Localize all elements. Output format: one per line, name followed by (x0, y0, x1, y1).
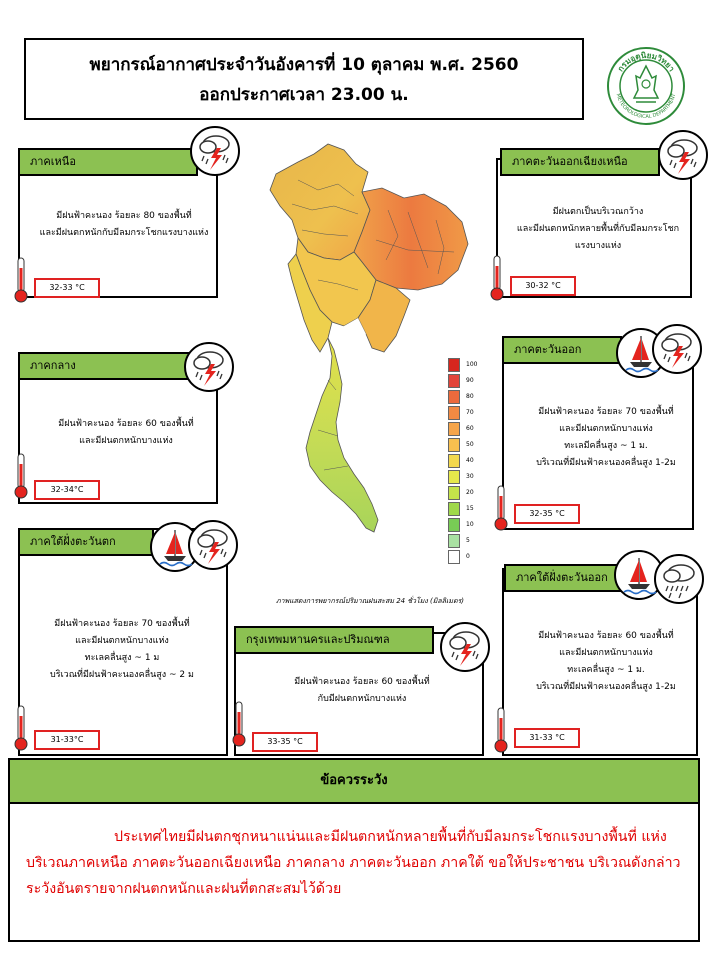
thunderstorm-icon (188, 520, 238, 570)
rainfall-map (258, 140, 478, 540)
region-north-header: ภาคเหนือ (18, 148, 198, 176)
region-north-temp: 32-33 °C (34, 278, 100, 298)
svg-text:กรมอุตุนิยมวิทยา: กรมอุตุนิยมวิทยา (615, 50, 677, 74)
legend-label: 50 (466, 441, 474, 448)
region-central (8, 352, 224, 504)
legend-label: 80 (466, 393, 474, 400)
region-northeast-temp: 30-32 °C (510, 276, 576, 296)
legend-swatch (448, 438, 460, 452)
region-bangkok-header: กรุงเทพมหานครและปริมณฑล (234, 626, 434, 654)
thunderstorm-icon (440, 622, 490, 672)
legend-label: 20 (466, 489, 474, 496)
thunderstorm-icon (190, 126, 240, 176)
warning-title: ข้อควรระวัง (10, 760, 698, 804)
legend-label: 0 (466, 553, 470, 560)
region-south-west-temp: 31-33°C (34, 730, 100, 750)
legend-label: 5 (466, 537, 470, 544)
region-south-east (488, 560, 704, 756)
region-east (488, 336, 704, 530)
legend-swatch (448, 550, 460, 564)
thermometer-icon (12, 256, 30, 304)
legend-label: 15 (466, 505, 474, 512)
page-title: พยากรณ์อากาศประจำวันอังคารที่ 10 ตุลาคม พ.ศ. 2560 (89, 55, 519, 75)
thermometer-icon (492, 706, 510, 754)
legend-swatch (448, 454, 460, 468)
thermometer-icon (12, 704, 30, 752)
legend-label: 30 (466, 473, 474, 480)
legend-label: 70 (466, 409, 474, 416)
legend-label: 90 (466, 377, 474, 384)
legend-swatch (448, 486, 460, 500)
warning-text: ประเทศไทยมีฝนตกชุกหนาแน่นและมีฝนตกหนักหลายพื้นที่กับมีลมกระโชกแรงบางพื้นที่ แห่งบริเวณภาคเหนือ ภาคตะวันออกเฉียงเหนือ ภาคกลาง ภาคตะวันออก ภาคใต้ ขอให้ประชาชน บริเวณดังกล่าวระวังอันตรายจากฝนตกหนักและฝนที่ตกสะสมไว้ด้วย (26, 829, 681, 897)
legend-swatch (448, 518, 460, 532)
region-south-east-temp: 31-33 °C (514, 728, 580, 748)
region-east-text: มีฝนฟ้าคะนอง ร้อยละ 70 ของพื้นที่ และมีฝนตกหนักบางแห่ง ทะเลมีคลื่นสูง ~ 1 ม. บริเวณที่มีฝนฟ้าคะนองคลื่นสูง 1-2ม (536, 407, 676, 468)
legend-swatch (448, 534, 460, 548)
region-bangkok (228, 626, 486, 756)
thermometer-icon (492, 484, 510, 532)
region-central-header: ภาคกลาง (18, 352, 190, 380)
legend-label: 100 (466, 361, 478, 368)
region-northeast-text: มีฝนตกเป็นบริเวณกว้าง และมีฝนตกหนักหลายพื้นที่กับมีลมกระโชก แรงบางแห่ง (516, 207, 680, 251)
region-north-text: มีฝนฟ้าคะนอง ร้อยละ 80 ของพื้นที่ และมีฝนตกหนักกับมีลมกระโชกแรงบางแห่ง (39, 211, 209, 238)
legend-swatch (448, 358, 460, 372)
region-central-temp: 32-34°C (34, 480, 100, 500)
region-south-west-text: มีฝนฟ้าคะนอง ร้อยละ 70 ของพื้นที่ และมีฝนตกหนักบางแห่ง ทะเลคลื่นสูง ~ 1 ม บริเวณที่มีฝนฟ้าคะนองคลื่นสูง ~ 2 ม (50, 619, 194, 680)
region-bangkok-text: มีฝนฟ้าคะนอง ร้อยละ 60 ของพื้นที่ กับมีฝนตกหนักบางแห่ง (294, 677, 430, 704)
issue-time: ออกประกาศเวลา 23.00 น. (199, 85, 409, 105)
legend-swatch (448, 406, 460, 420)
region-south-west (8, 528, 228, 756)
legend-label: 10 (466, 521, 474, 528)
warning-box (8, 758, 700, 942)
legend-swatch (448, 502, 460, 516)
region-south-west-header: ภาคใต้ฝั่งตะวันตก (18, 528, 154, 556)
map-caption: ภาพแสดงการพยากรณ์ปริมาณฝนสะสม 24 ชั่วโมง (มิลลิเมตร) (275, 597, 465, 605)
legend-label: 40 (466, 457, 474, 464)
legend-swatch (448, 470, 460, 484)
region-bangkok-temp: 33-35 °C (252, 732, 318, 752)
thunderstorm-icon (658, 130, 708, 180)
rainfall-legend (448, 358, 488, 570)
region-east-temp: 32-35 °C (514, 504, 580, 524)
legend-label: 60 (466, 425, 474, 432)
thermometer-icon (230, 700, 248, 748)
legend-swatch (448, 390, 460, 404)
tmd-logo (606, 46, 686, 126)
region-south-east-text: มีฝนฟ้าคะนอง ร้อยละ 60 ของพื้นที่ และมีฝนตกหนักบางแห่ง ทะเลคลื่นสูง ~ 1 ม. บริเวณที่มีฝนฟ้าคะนองคลื่นสูง 1-2ม (536, 631, 676, 692)
region-central-text: มีฝนฟ้าคะนอง ร้อยละ 60 ของพื้นที่ และมีฝนตกหนักบางแห่ง (58, 419, 194, 446)
thermometer-icon (488, 254, 506, 302)
region-south-east-header: ภาคใต้ฝั่งตะวันออก (504, 564, 636, 592)
svg-text:METEOROLOGICAL DEPARTMENT: METEOROLOGICAL DEPARTMENT (614, 92, 678, 121)
thunderstorm-icon (184, 342, 234, 392)
region-east-header: ภาคตะวันออก (502, 336, 622, 364)
legend-swatch (448, 374, 460, 388)
thunderstorm-icon (652, 324, 702, 374)
rain-cloud-icon (654, 554, 704, 604)
region-northeast-header: ภาคตะวันออกเฉียงเหนือ (500, 148, 660, 176)
region-northeast (488, 148, 704, 298)
region-north (8, 148, 224, 298)
legend-swatch (448, 422, 460, 436)
thermometer-icon (12, 452, 30, 500)
title-box (24, 38, 584, 120)
